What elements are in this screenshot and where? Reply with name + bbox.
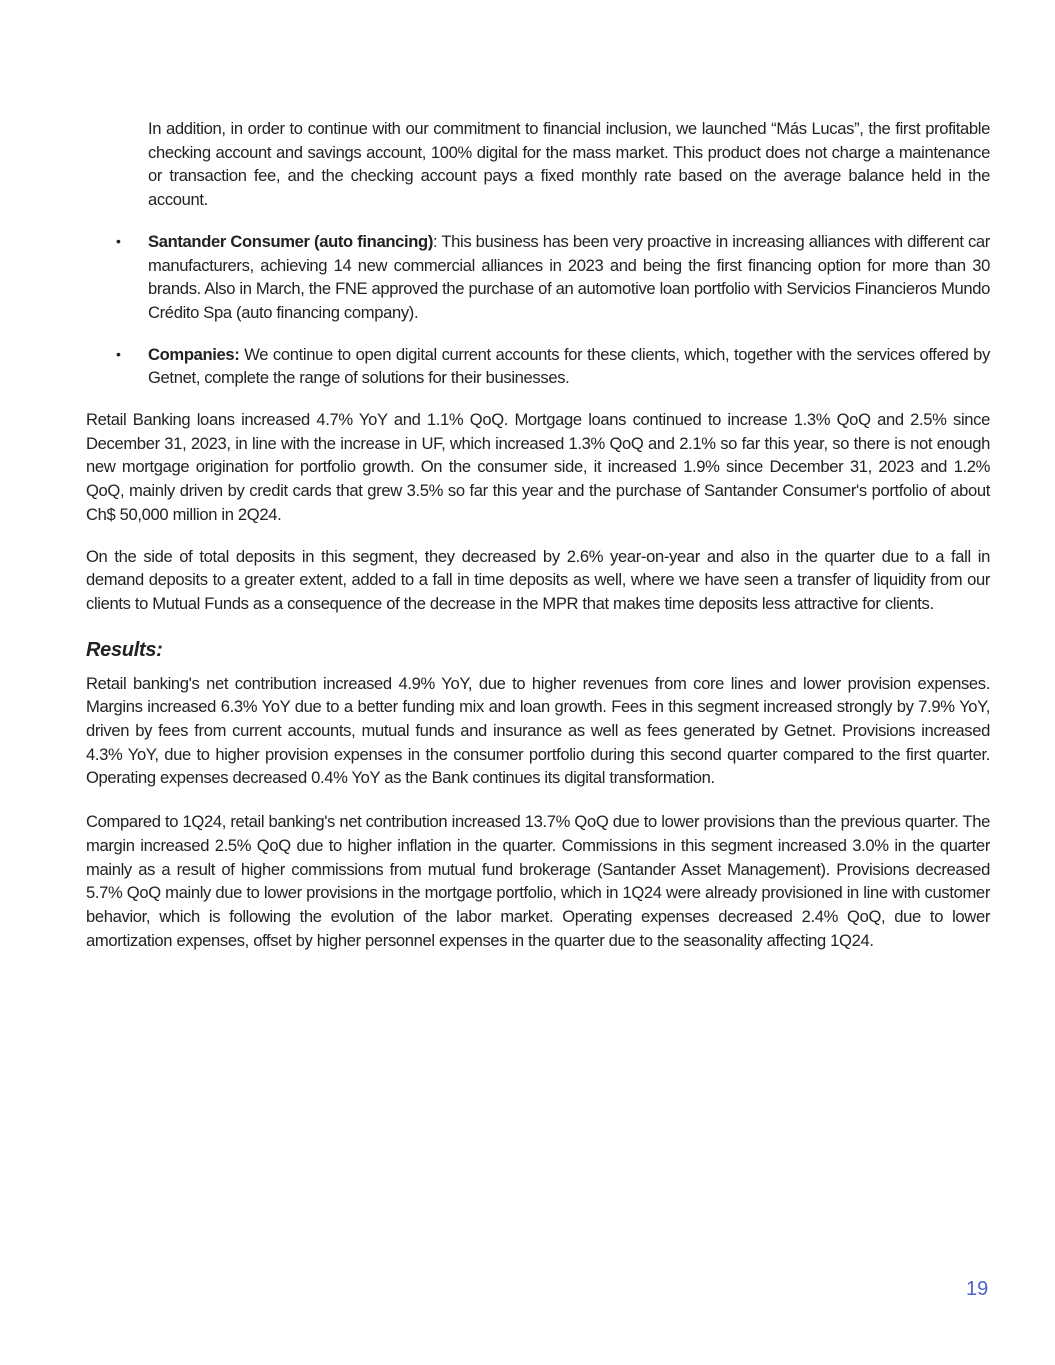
results-heading: Results:: [86, 638, 163, 661]
bullet-item-santander-consumer: [116, 230, 990, 325]
bullet-title: Companies:: [148, 344, 240, 364]
bullet-icon: •: [116, 232, 121, 249]
bullet-list: [86, 230, 990, 390]
bullet-icon: •: [116, 345, 121, 362]
document-page: [86, 117, 990, 952]
results-qoq-paragraph: Compared to 1Q24, retail banking's net contribution increased 13.7% QoQ due to lower provisions than the previous quarter. The margin increased 2.5% QoQ due to higher inflation in the quarter. Commissions in this segment increased 3.0% in the quarter mainly as a result of higher commissions from mutual fund brokerage (Santander Asset Management). Provisions decreased 5.7% QoQ mainly due to lower provisions in the mortgage portfolio, which in 1Q24 were already provisioned in line with customer behavior, which is following the evolution of the labor market. Operating expenses decreased 2.4% QoQ, due to lower amortization expenses, offset by higher personnel expenses in the quarter due to the seasonality affecting 1Q24.: [86, 812, 990, 950]
bullet-item-companies: [116, 343, 990, 390]
bullet-title: Santander Consumer (auto financing): [148, 231, 433, 251]
bullet-text: [148, 230, 990, 325]
page-number: 19: [966, 1278, 989, 1300]
deposits-paragraph: On the side of total deposits in this segment, they decreased by 2.6% year-on-year and also in the quarter due to a fall in demand deposits to a greater extent, added to a fall in time deposits as well, where we have seen a transfer of liquidity from our clients to Mutual Funds as a consequence of the decrease in the MPR that makes time deposits less attractive for clients.: [86, 546, 990, 613]
intro-paragraph: In addition, in order to continue with our commitment to financial inclusion, we launched “Más Lucas”, the first profitable checking account and savings account, 100% digital for the mass market. This product does not charge a maintenance or transaction fee, and the checking account pays a fixed monthly rate based on the average balance held in the account.: [148, 119, 990, 210]
bullet-body: We continue to open digital current accounts for these clients, which, together with the services offered by Getnet, complete the range of solutions for their businesses.: [148, 344, 990, 388]
bullet-text: [148, 343, 990, 390]
results-yoy-paragraph: Retail banking's net contribution increased 4.9% YoY, due to higher revenues from core lines and lower provision expenses. Margins increased 6.3% YoY due to a better funding mix and loan growth. Fees in this segment increased strongly by 7.9% YoY, driven by fees from current accounts, mutual funds and insurance as well as fees generated by Getnet. Provisions increased 4.3% YoY, due to higher provision expenses in the consumer portfolio during this second quarter compared to the first quarter. Operating expenses decreased 0.4% YoY as the Bank continues its digital transformation.: [86, 673, 990, 788]
bullet-body: : This business has been very proactive in increasing alliances with different car manufacturers, achieving 14 new commercial alliances in 2023 and being the first financing option for more than 30 brands. Also in March, the FNE approved the purchase of an automotive loan portfolio with Servicios Financieros Mundo Crédito Spa (auto financing company).: [148, 231, 990, 322]
loans-paragraph: Retail Banking loans increased 4.7% YoY and 1.1% QoQ. Mortgage loans continued to increase 1.3% QoQ and 2.5% since December 31, 2023, in line with the increase in UF, which increased 1.3% QoQ and 2.1% so far this year, so there is not enough new mortgage origination for portfolio growth. On the consumer side, it increased 1.9% since December 31, 2023 and 1.2% QoQ, mainly driven by credit cards that grew 3.5% so far this year and the purchase of Santander Consumer's portfolio of about Ch$ 50,000 million in 2Q24.: [86, 410, 990, 524]
